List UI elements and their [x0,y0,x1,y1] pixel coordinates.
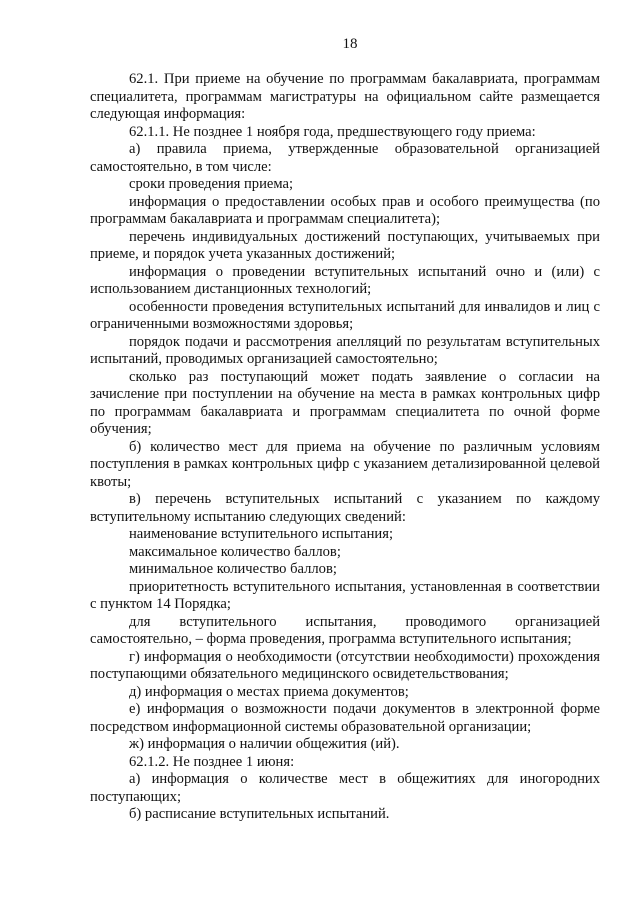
paragraph: для вступительного испытания, проводимого организацией самостоятельно, – форма проведения, программа вступительного испытания; [90,613,600,647]
paragraph: а) правила приема, утвержденные образовательной организацией самостоятельно, в том числе: [90,141,600,175]
paragraph: б) расписание вступительных испытаний. [129,806,390,822]
paragraph: 62.1.2. Не позднее 1 июня: [129,753,295,770]
paragraph: информация о предоставлении особых прав и особого преимущества (по программам бакалавриата и программам специалитета); [90,193,600,227]
paragraph: минимальное количество баллов; [129,561,337,577]
paragraph: д) информация о местах приема документов; [129,683,409,700]
paragraph: информация о проведении вступительных испытаний очно и (или) с использованием дистанционных технологий; [90,263,600,297]
document-body [90,71,600,824]
paragraph: 62.1. При приеме на обучение по программам бакалавриата, программам специалитета, программам магистратуры на официальном сайте размещается следующая информация: [90,71,600,122]
paragraph: сколько раз поступающий может подать заявление о согласии на зачисление при поступлении на обучение на места в рамках контрольных цифр по программам бакалавриата и программам специалитета по очной форме обучения; [90,368,600,437]
paragraph: перечень индивидуальных достижений поступающих, учитываемых при приеме, и порядок учета указанных достижений; [90,228,600,262]
paragraph: г) информация о необходимости (отсутствии необходимости) прохождения поступающими обязательного медицинского освидетельствования; [90,648,600,682]
paragraph: б) количество мест для приема на обучение по различным условиям поступления в рамках контрольных цифр с указанием детализированной целевой квоты; [90,438,600,490]
paragraph: порядок подачи и рассмотрения апелляций по результатам вступительных испытаний, проводимых организацией самостоятельно; [90,333,600,367]
paragraph: сроки проведения приема; [129,176,294,192]
paragraph: е) информация о возможности подачи документов в электронной форме посредством информационной системы образовательной организации; [90,701,600,735]
paragraph: ж) информация о наличии общежития (ий). [129,736,400,752]
paragraph: особенности проведения вступительных испытаний для инвалидов и лиц с ограниченными возможностями здоровья; [90,298,600,332]
paragraph: в) перечень вступительных испытаний с указанием по каждому вступительному испытанию следующих сведений: [90,491,600,525]
paragraph: максимальное количество баллов; [129,543,341,560]
page-number: 18 [342,36,358,52]
paragraph: наименование вступительного испытания; [129,526,394,542]
paragraph: приоритетность вступительного испытания, установленная в соответствии с пунктом 14 Порядка; [90,578,600,612]
paragraph: 62.1.1. Не позднее 1 ноября года, предшествующего году приема: [129,123,536,140]
paragraph: а) информация о количестве мест в общежитиях для иногородних поступающих; [90,771,600,805]
